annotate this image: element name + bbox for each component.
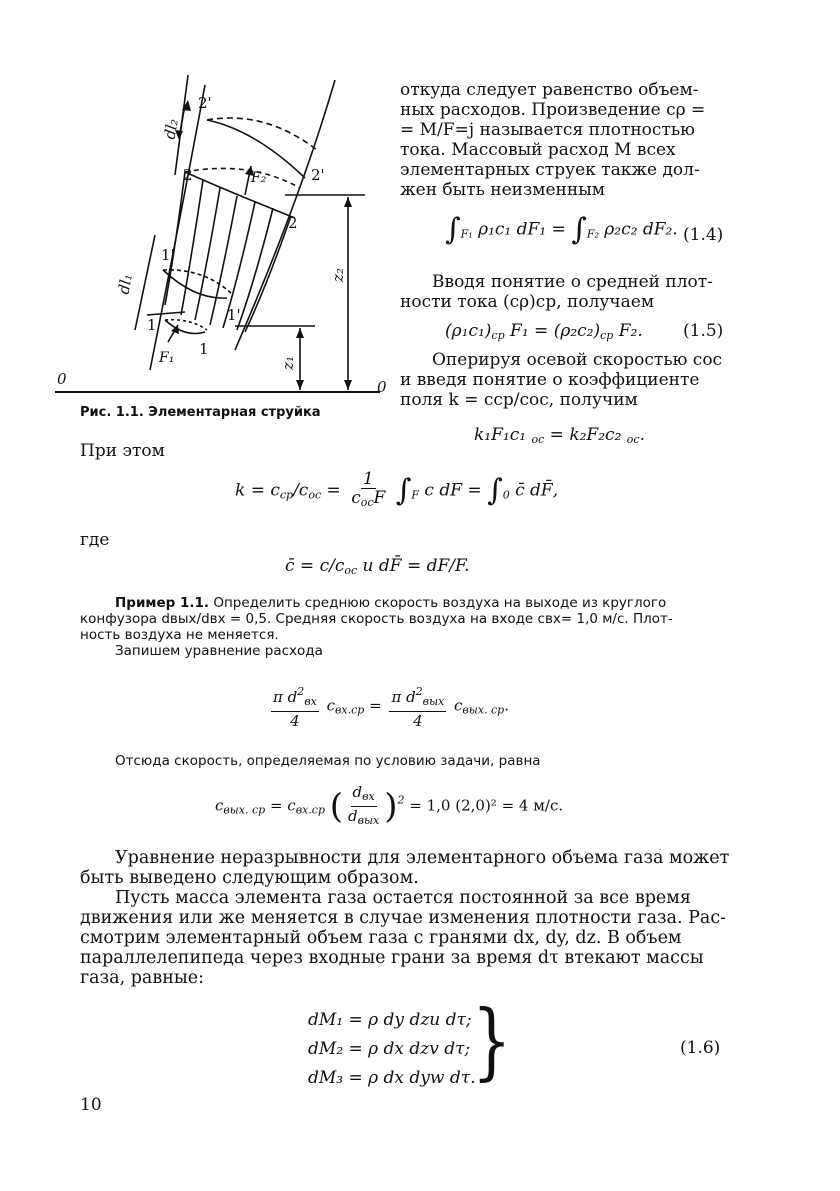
page-number: 10 — [80, 1095, 102, 1115]
equation-number-1-4: (1.4) — [683, 225, 724, 245]
text-line: ных расходов. Произведение cρ = — [400, 100, 706, 120]
label-F2: F₂ — [251, 170, 267, 186]
label-2-right: 2 — [288, 214, 298, 232]
text-line: жен быть неизменным — [400, 180, 605, 200]
text-line: движения или же меняется в случае изменения плотности газа. Рас- — [80, 908, 727, 928]
text-line: Оперируя осевой скоростью cос — [432, 350, 723, 370]
text-line: Уравнение неразрывности для элементарного объема газа может — [115, 848, 730, 868]
example-text: Определить среднюю скорость воздуха на выходе из круглого — [213, 595, 667, 611]
text-line: Пусть масса элемента газа остается постоянной за все время — [115, 888, 691, 908]
example-hence: Отсюда скорость, определяемая по условию задачи, равна — [115, 753, 541, 769]
example-line-1 — [115, 595, 722, 611]
text-line: параллелепипеда через входные грани за время dτ втекают массы — [80, 948, 704, 968]
figure-elementary-stream — [55, 70, 400, 400]
example-line-3: ность воздуха не меняется. — [80, 627, 279, 643]
text-line: и введя понятие о коэффициенте — [400, 370, 700, 390]
label-dl1: dl₁ — [114, 272, 136, 296]
system-brace: } — [472, 991, 512, 1090]
right-column-para3 — [400, 350, 723, 410]
figure-caption: Рис. 1.1. Элементарная струйка — [80, 405, 321, 420]
equation-1-4: $\int_{F_1}$ ρ₁c₁ $dF_1 = \int_{F_2}$ ρ₂c₂ dF₂. — [445, 212, 678, 247]
text-line: быть выведено следующим образом. — [80, 868, 419, 888]
example-write: Запишем уравнение расхода — [115, 643, 323, 659]
equation-1-5: $(\rho_1c_1)_{ср}$ $F_1 = (\rho_2c_2)_{ср}$ F₂. — [445, 321, 643, 342]
text-pri-etom: При этом — [80, 441, 165, 461]
text-gde: где — [80, 530, 110, 550]
stream-diagram — [55, 70, 400, 400]
label-0-right: 0 — [377, 378, 387, 396]
equation-number-1-5: (1.5) — [683, 321, 724, 341]
label-1-bottom: 1 — [199, 340, 209, 358]
label-1-prime: 1' — [161, 246, 175, 264]
equation-system-1-6 — [308, 1006, 476, 1093]
example-heading: Пример 1.1. — [115, 595, 210, 611]
right-column-text — [400, 80, 722, 200]
result-value: = 1,0 (2,0)² = 4 м/с. — [409, 796, 564, 815]
equation-flow: $\frac{\pi d^2_{вх}}{4}$ $c_{вх.ср}$ = $\frac{\pi d^2_{вых}}{4}$ $c_{вых. ср}$. — [273, 685, 509, 730]
equation-c-bar: c̄ = $c/c_{ос}$ и dF̄ = dF/F. — [285, 556, 470, 577]
label-2-prime-top: 2' — [198, 94, 212, 112]
label-2-left: 2 — [183, 166, 193, 184]
label-z1: z₁ — [278, 356, 297, 370]
text-line: смотрим элементарный объем газа с гранями dx, dy, dz. В объем — [80, 928, 682, 948]
right-column-para2 — [400, 272, 722, 312]
text-line: откуда следует равенство объем- — [400, 80, 699, 100]
label-dl2: dl₂ — [160, 117, 182, 141]
equation-result: $c_{вых. ср} = c_{вх.ср}$ ( $\frac{d_{вх}}{d_{вых}}$ )$^2$ = 1,0 (2,0)² = 4 м/с. — [215, 783, 564, 827]
system-line-1: dM₁ = ρ dy dzu dτ; — [308, 1010, 472, 1030]
text-line: тока. Массовый расход M всех — [400, 140, 676, 160]
equation-k-definition: $k = c_{ср}/c_{ос}$ = $\frac{1}{c_{ос}F}$ $\int_F$ c dF = $\int_0$ c̄ dF̄, — [235, 469, 559, 509]
label-1-left: 1 — [147, 316, 157, 334]
example-line-2: конфузора dвых/dвх = 0,5. Средняя скорость воздуха на входе cвх= 1,0 м/с. Плот- — [80, 611, 673, 627]
text-line: элементарных струек также дол- — [400, 160, 700, 180]
label-1-prime-right: 1' — [227, 306, 241, 324]
label-F1: F₁ — [159, 350, 175, 366]
text-line: газа, равные: — [80, 968, 205, 988]
equation-k1F1: k₁F₁c₁ $_{ос}$ = k₂F₂c₂ $_{ос}$. — [474, 425, 645, 446]
text-line: = M/F=j называется плотностью — [400, 120, 695, 140]
system-line-3: dM₃ = ρ dx dyw dτ. — [308, 1068, 476, 1088]
label-0-left: 0 — [57, 370, 67, 388]
equation-number-1-6: (1.6) — [680, 1038, 721, 1058]
text-line: поля k = cср/cос, получим — [400, 390, 638, 410]
example-block — [80, 595, 722, 659]
paragraph-continuity — [80, 848, 730, 988]
text-line: Вводя понятие о средней плот- — [432, 272, 713, 292]
label-2-prime-right: 2' — [311, 166, 325, 184]
text-line: ности тока (cρ)ср, получаем — [400, 292, 655, 312]
label-z2: z₂ — [328, 268, 347, 282]
system-line-2: dM₂ = ρ dx dzv dτ; — [308, 1039, 471, 1059]
